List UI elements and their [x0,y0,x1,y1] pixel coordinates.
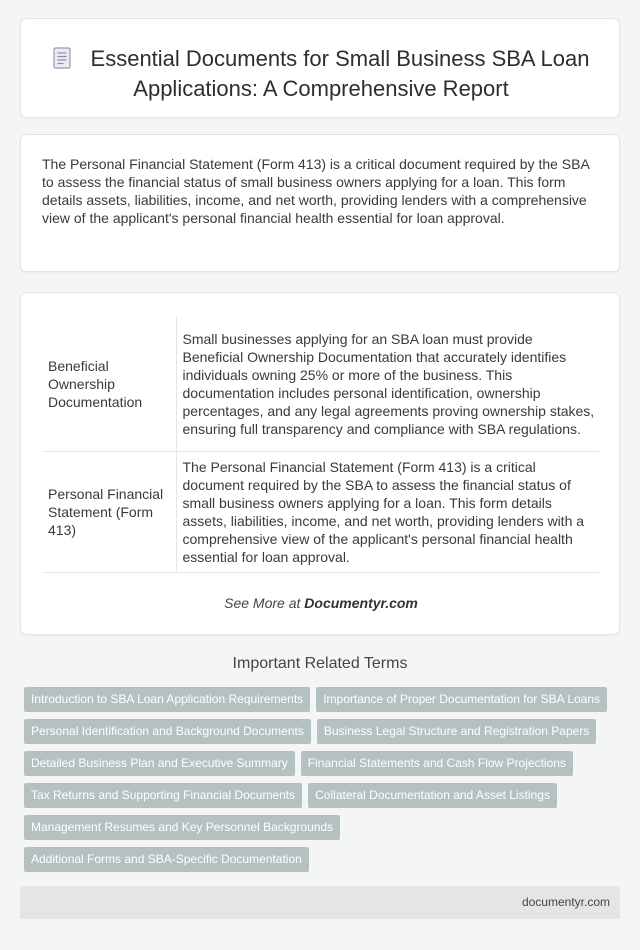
related-term-tag[interactable]: Business Legal Structure and Registration Papers [317,719,596,744]
tag-row [24,687,624,719]
row-term: Beneficial Ownership Documentation [43,317,176,451]
row-term: Personal Financial Statement (Form 413) [43,451,176,572]
tag-row [24,815,624,847]
documents-table-card [20,292,620,635]
row-description: The Personal Financial Statement (Form 413) is a critical document required by the SBA to assess the financial status of small business owners applying for a loan. This form details assets, liabilities, income, and net worth, providing lenders with a comprehensive view of the applicant's personal financial health essential for loan approval. [176,451,599,572]
related-term-tag[interactable]: Introduction to SBA Loan Application Requirements [24,687,310,712]
documents-table [43,317,599,573]
footer [20,886,620,919]
title-wrap [21,44,621,104]
tag-row [24,719,624,751]
table-row [43,451,599,572]
related-term-tag[interactable]: Management Resumes and Key Personnel Backgrounds [24,815,340,840]
page-title-text: Essential Documents for Small Business SBA Loan Applications: A Comprehensive Report [90,46,590,101]
related-term-tag[interactable]: Importance of Proper Documentation for SBA Loans [316,687,607,712]
related-term-tag[interactable]: Collateral Documentation and Asset Listings [308,783,557,808]
footer-link[interactable]: documentyr.com [521,895,610,909]
tag-row [24,751,624,783]
related-term-tag[interactable]: Detailed Business Plan and Executive Summary [24,751,295,776]
title-card [20,18,620,118]
intro-text: The Personal Financial Statement (Form 413) is a critical document required by the SBA to assess the financial status of small business owners applying for a loan. This form details assets, liabilities, income, and net worth, providing lenders with a comprehensive view of the applicant's personal financial health essential for loan approval. [42,156,590,226]
see-more-prefix: See More at [224,595,305,611]
related-terms-title: Important Related Terms [232,655,408,672]
table-row [43,317,599,451]
tag-row [24,783,624,815]
see-more [21,595,621,611]
tag-row [24,847,624,879]
related-term-tag[interactable]: Personal Identification and Background Documents [24,719,311,744]
related-terms-tags [24,687,624,879]
see-more-link[interactable]: Documentyr.com [304,595,418,611]
row-description: Small businesses applying for an SBA loan must provide Beneficial Ownership Documentation that accurately identifies individuals owning 25% or more of the business. This documentation includes personal identification, ownership percentages, and any legal agreements proving ownership stakes, ensuring full transparency and compliance with SBA regulations. [176,317,599,451]
related-term-tag[interactable]: Tax Returns and Supporting Financial Documents [24,783,302,808]
document-icon [53,47,71,69]
related-term-tag[interactable]: Additional Forms and SBA-Specific Documentation [24,847,309,872]
related-term-tag[interactable]: Financial Statements and Cash Flow Projections [301,751,573,776]
intro-card [20,134,620,272]
page-title [21,44,621,104]
